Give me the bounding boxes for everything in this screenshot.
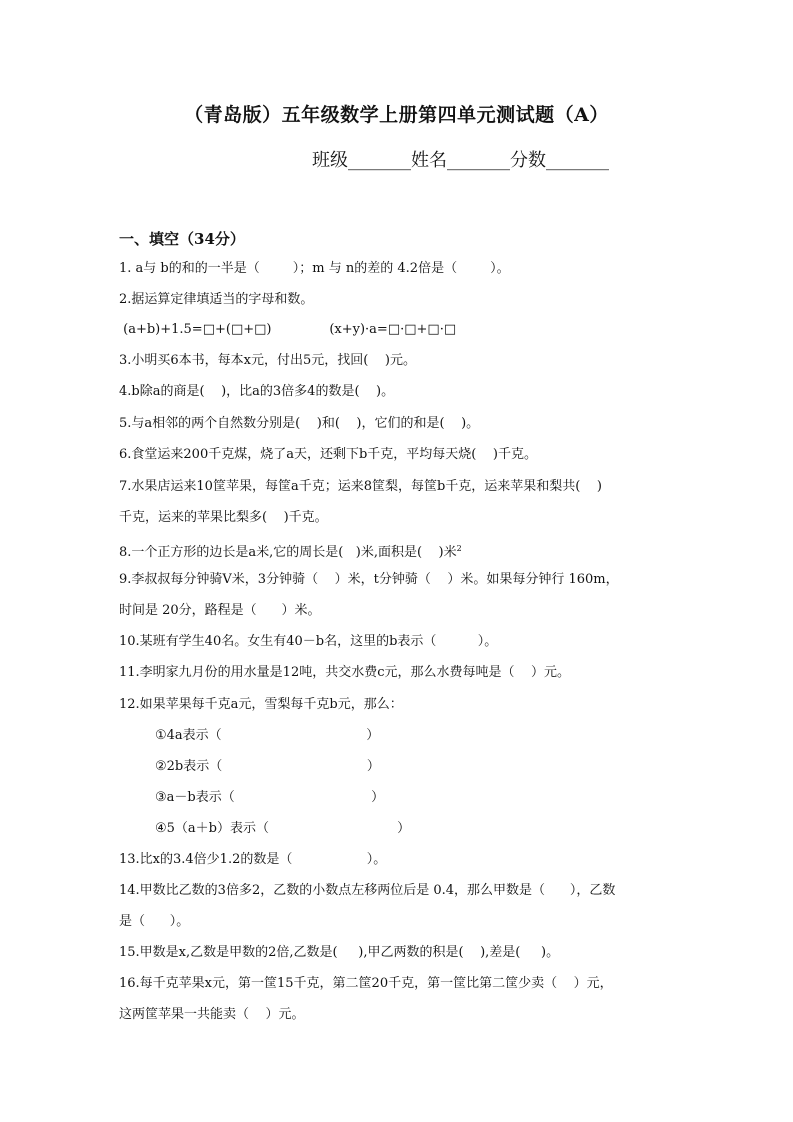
question-9-continued: 时间是 20分，路程是（ ）米。 xyxy=(119,603,321,618)
section-heading: 一、填空（34分） xyxy=(119,230,245,248)
question-16: 16.每千克苹果x元，第一筐15千克，第二筐20千克，第一筐比第二筐少卖（ ）元， xyxy=(119,976,613,991)
squared-superscript: 2 xyxy=(456,544,462,553)
student-info-line: 班级_______姓名_______分数_______ xyxy=(312,150,609,171)
question-12-item-1: ①4a表示（ ） xyxy=(155,728,380,743)
question-3: 3.小明买6本书，每本x元，付出5元，找回( )元。 xyxy=(119,353,416,368)
question-5: 5.与a相邻的两个自然数分别是( )和( )，它们的和是( )。 xyxy=(119,416,480,431)
question-1: 1. a与 b的和的一半是（ ）；m 与 n的差的 4.2倍是（ ）。 xyxy=(119,261,510,276)
question-15: 15.甲数是x,乙数是甲数的2倍,乙数是( ),甲乙两数的积是( ),差是( )。 xyxy=(119,945,560,960)
question-2: 2.据运算定律填适当的字母和数。 xyxy=(119,292,314,307)
question-7-continued: 千克，运来的苹果比梨多( )千克。 xyxy=(119,510,328,525)
question-12-item-4: ④5（a＋b）表示（ ） xyxy=(155,821,411,836)
question-7: 7.水果店运来10筐苹果，每筐a千克；运来8筐梨，每筐b千克，运来苹果和梨共( ) xyxy=(119,479,602,494)
question-2-formulas: (a+b)+1.5=□+(□+□) (x+y)·a=□·□+□·□ xyxy=(119,322,457,337)
question-8-text: 8.一个正方形的边长是a米,它的周长是( )米,面积是( )米 xyxy=(119,545,457,560)
question-12-item-3: ③a－b表示（ ） xyxy=(155,790,385,805)
question-12: 12.如果苹果每千克a元，雪梨每千克b元，那么： xyxy=(119,697,403,712)
question-14-continued: 是（ ）。 xyxy=(119,914,190,929)
exam-title: （青岛版）五年级数学上册第四单元测试题（A） xyxy=(184,104,609,126)
question-6: 6.食堂运来200千克煤，烧了a天，还剩下b千克，平均每天烧( )千克。 xyxy=(119,447,537,462)
question-8 xyxy=(119,541,462,561)
question-16-continued: 这两筐苹果一共能卖（ ）元。 xyxy=(119,1007,305,1022)
question-13: 13.比x的3.4倍少1.2的数是（ ）。 xyxy=(119,852,387,867)
question-11: 11.李明家九月份的用水量是12吨，共交水费c元，那么水费每吨是（ ）元。 xyxy=(119,665,571,680)
question-9: 9.李叔叔每分钟骑V米，3分钟骑（ ）米，t分钟骑（ ）米。如果每分钟行 160m， xyxy=(119,572,619,587)
question-14: 14.甲数比乙数的3倍多2，乙数的小数点左移两位后是 0.4，那么甲数是（ ），乙数 xyxy=(119,883,616,898)
question-12-item-2: ②2b表示（ ） xyxy=(155,759,380,774)
question-4: 4.b除a的商是( )，比a的3倍多4的数是( )。 xyxy=(119,384,395,399)
question-10: 10.某班有学生40名。女生有40－b名，这里的b表示（ ）。 xyxy=(119,634,498,649)
